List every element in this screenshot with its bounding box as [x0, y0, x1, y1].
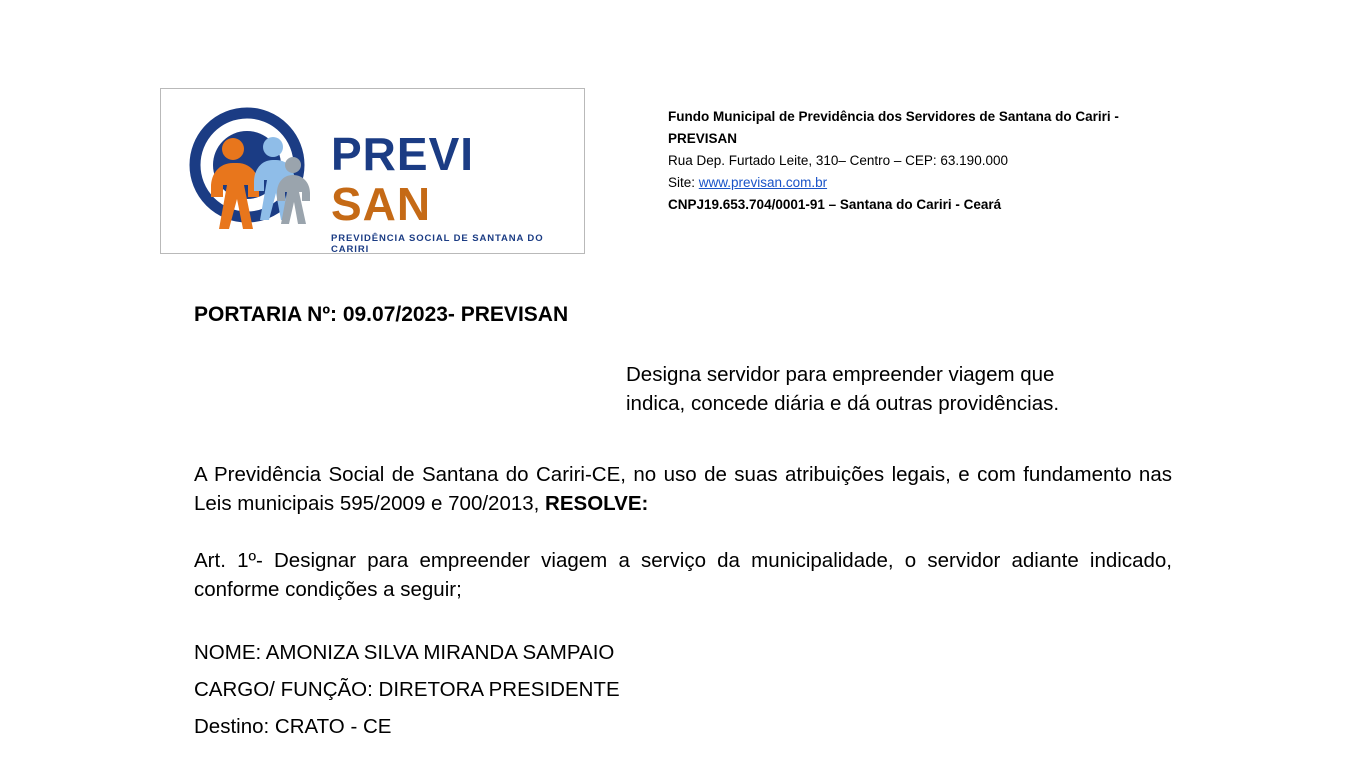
field-destino: Destino: CRATO - CE: [194, 715, 392, 738]
org-address: Rua Dep. Furtado Leite, 310– Centro – CEP: 63.190.000: [668, 153, 1008, 168]
previsan-logo: [181, 107, 571, 254]
logo-word-primary: PREVI: [331, 128, 475, 180]
ementa-line-1: Designa servidor para empreender viagem que: [626, 363, 1055, 386]
field-nome: NOME: AMONIZA SILVA MIRANDA SAMPAIO: [194, 641, 615, 664]
org-site-link[interactable]: www.previsan.com.br: [698, 175, 828, 190]
paragraph-art1: Art. 1º- Designar para empreender viagem a serviço da municipalidade, o servidor adiante indicado, conforme condições a seguir;: [194, 549, 1172, 601]
paragraph-preamble-text: A Previdência Social de Santana do Cariri-CE, no uso de suas atribuições legais, e com fundamento nas Leis municipais 595/2009 e 700/2013,: [194, 463, 1172, 515]
org-name: Fundo Municipal de Previdência dos Servidores de Santana do Cariri - PREVISAN: [668, 109, 1119, 146]
org-site-label: Site:: [668, 175, 696, 190]
ementa-line-2: indica, concede diária e dá outras providências.: [626, 392, 1060, 415]
org-cnpj: CNPJ19.653.704/0001-91 – Santana do Cariri - Ceará: [668, 197, 1002, 212]
resolve-keyword: RESOLVE:: [545, 492, 649, 515]
previsan-logo-box: [160, 88, 585, 254]
paragraph-preamble: [194, 460, 1172, 518]
organization-info: [668, 106, 1168, 216]
logo-word-secondary: SAN: [331, 178, 432, 230]
previsan-wordmark: [331, 129, 571, 254]
logo-tagline: PREVIDÊNCIA SOCIAL DE SANTANA DO CARIRI: [331, 233, 544, 254]
previsan-emblem-icon: [181, 107, 331, 235]
page-title: PORTARIA Nº: 09.07/2023- PREVISAN: [194, 303, 569, 326]
ementa-block: [194, 360, 1172, 418]
field-cargo-funcao: CARGO/ FUNÇÃO: DIRETORA PRESIDENTE: [194, 678, 620, 701]
org-site-line: [668, 172, 1168, 194]
document-body: [194, 300, 1172, 745]
servant-fields: [194, 634, 1172, 745]
document-header: [160, 88, 1170, 260]
